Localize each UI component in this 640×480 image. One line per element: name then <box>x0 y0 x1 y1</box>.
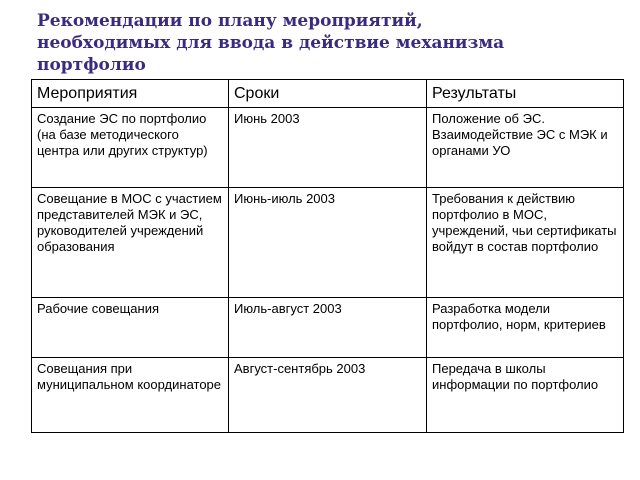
header-results: Результаты <box>427 80 624 108</box>
title-line-1: Рекомендации по плану мероприятий, <box>37 11 423 31</box>
cell-event: Совещания при муниципальном координаторе <box>32 358 229 433</box>
cell-event: Создание ЭС по портфолио (на базе методического центра или других структур) <box>32 108 229 188</box>
cell-event: Совещание в МОС с участием представителей МЭК и ЭС, руководителей учреждений образования <box>32 188 229 298</box>
cell-term: Июнь 2003 <box>229 108 427 188</box>
cell-term: Август-сентябрь 2003 <box>229 358 427 433</box>
cell-result: Требования к действию портфолио в МОС, учреждений, чьи сертификаты войдут в состав портфолио <box>427 188 624 298</box>
cell-result: Разработка модели портфолио, норм, критериев <box>427 298 624 358</box>
cell-result: Положение об ЭС. Взаимодействие ЭС с МЭК и органами УО <box>427 108 624 188</box>
plan-table <box>31 79 624 433</box>
cell-term: Июль-август 2003 <box>229 298 427 358</box>
header-events: Мероприятия <box>32 80 229 108</box>
title-line-2: необходимых для ввода в действие механизма <box>37 33 505 53</box>
table-row <box>32 358 624 433</box>
page-title <box>37 10 617 76</box>
header-terms: Сроки <box>229 80 427 108</box>
cell-event: Рабочие совещания <box>32 298 229 358</box>
table-row <box>32 188 624 298</box>
table-row <box>32 298 624 358</box>
table-header-row <box>32 80 624 108</box>
cell-term: Июнь-июль 2003 <box>229 188 427 298</box>
table-row <box>32 108 624 188</box>
cell-result: Передача в школы информации по портфолио <box>427 358 624 433</box>
title-line-3: портфолио <box>37 55 146 75</box>
